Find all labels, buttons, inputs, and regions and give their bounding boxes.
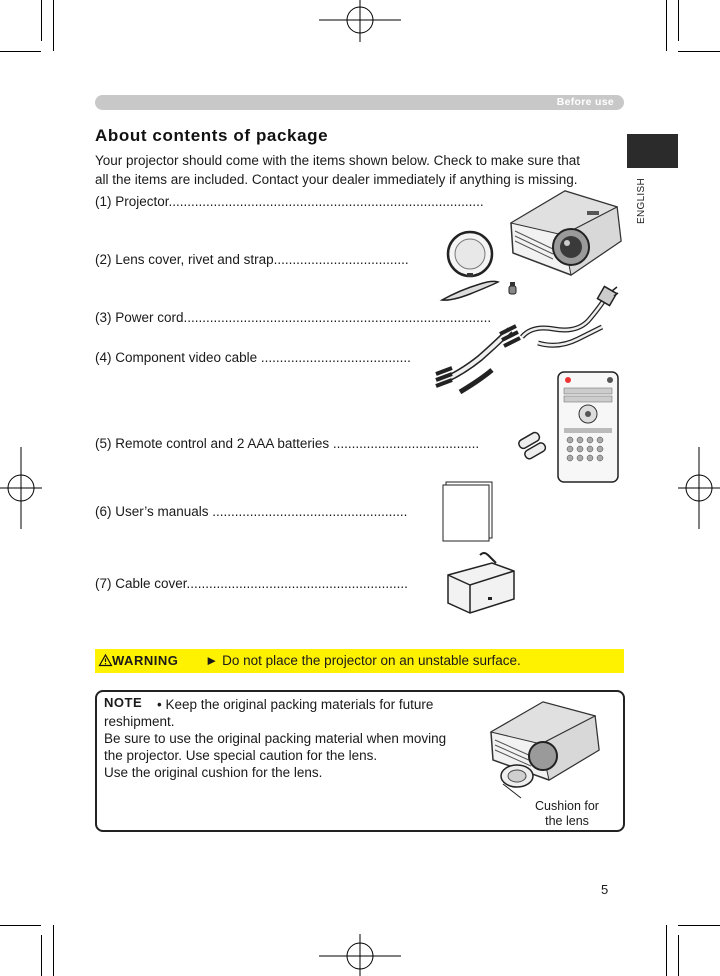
warning-triangle-icon: [99, 654, 112, 666]
manual-illustration: [440, 480, 495, 542]
power-cord-illustration: [518, 287, 618, 352]
crop-mark: [678, 0, 679, 41]
crop-mark: [0, 51, 41, 52]
item-remote-control: (5) Remote control and 2 AAA batteries .......................................: [95, 436, 480, 451]
item-users-manuals: (6) User’s manuals ....................................................: [95, 504, 408, 519]
note-line: • Keep the original packing materials for future: [157, 697, 434, 712]
video-cable-illustration: [430, 322, 520, 394]
registration-mark: [678, 447, 720, 529]
intro-line: all the items are included. Contact your dealer immediately if anything is missing.: [95, 172, 578, 187]
crop-mark: [53, 0, 54, 51]
crop-mark: [53, 925, 54, 976]
intro-line: Your projector should come with the items shown below. Check to make sure that: [95, 153, 580, 168]
section-header-bar: [95, 95, 624, 110]
note-line: Use the original cushion for the lens.: [104, 765, 323, 780]
projector-with-cushion-illustration: [487, 694, 607, 802]
section-header-label: Before use: [556, 96, 614, 108]
crop-mark: [678, 935, 679, 976]
cable-cover-illustration: [440, 549, 518, 617]
page-number: 5: [601, 882, 609, 897]
crop-mark: [666, 0, 667, 51]
note-line: Be sure to use the original packing material when moving: [104, 731, 447, 746]
lens-cover-illustration: [440, 230, 530, 305]
registration-mark: [319, 934, 401, 976]
remote-control-illustration: [518, 370, 623, 485]
item-lens-cover: (2) Lens cover, rivet and strap....................................: [95, 252, 409, 267]
registration-mark: [0, 447, 42, 529]
item-power-cord: (3) Power cord..................................................................................: [95, 310, 492, 325]
item-cable-cover: (7) Cable cover...........................................................: [95, 576, 408, 591]
crop-mark: [0, 925, 41, 926]
crop-mark: [678, 925, 720, 926]
item-video-cable: (4) Component video cable ........................................: [95, 350, 411, 365]
crop-mark: [41, 935, 42, 976]
warning-bar: [95, 649, 624, 673]
note-line: reshipment.: [104, 714, 175, 729]
side-language-label: ENGLISH: [636, 177, 647, 224]
side-language-tab: [627, 134, 678, 168]
item-projector: (1) Projector....................................................................................: [95, 194, 484, 209]
cushion-caption: Cushion for the lens: [535, 799, 599, 828]
note-line: the projector. Use special caution for the lens.: [104, 748, 378, 763]
warning-label: WARNING: [99, 653, 178, 668]
note-label: NOTE: [104, 695, 143, 710]
crop-mark: [666, 925, 667, 976]
warning-text: ► Do not place the projector on an unstable surface.: [205, 653, 521, 668]
page-title: About contents of package: [95, 126, 329, 145]
crop-mark: [678, 51, 720, 52]
registration-mark: [319, 0, 401, 42]
note-box: [95, 690, 625, 832]
crop-mark: [41, 0, 42, 41]
